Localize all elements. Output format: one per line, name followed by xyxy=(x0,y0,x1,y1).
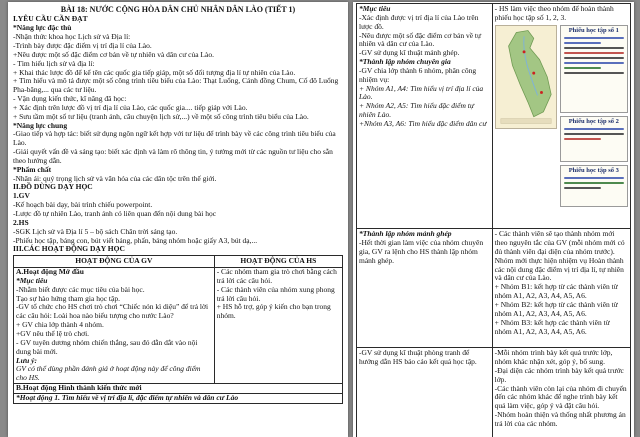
placeholder-text-line xyxy=(564,42,601,44)
gv-cell-jigsaw-groups xyxy=(357,229,493,348)
text-line: *Năng lực đặc thù xyxy=(13,23,72,33)
text-line: -Nhân ái: quý trọng lịch sử và văn hóa của các dân tộc trên thế giới. xyxy=(13,173,217,183)
text-line: B.Hoạt động Hình thành kiến thức mới xyxy=(16,383,142,393)
text-line: -Giao tiếp và hợp tác: biết sử dụng ngôn ngữ kết hợp với tư liệu để trình bày về các công trình tiêu biểu của Lào. xyxy=(13,129,336,148)
worksheet-card xyxy=(560,116,628,162)
text-line: - Các thành viên của nhóm xung phong trả lời câu hỏi. xyxy=(216,284,335,303)
text-line: +GV nêu thể lệ trò chơi. xyxy=(16,328,90,338)
text-line: + Nhóm A2, A5: Tìm hiểu đặc điểm tự nhiên Lào. xyxy=(359,101,474,120)
placeholder-text-line xyxy=(564,138,601,140)
worksheet-card-title: Phiếu học tập số 1 xyxy=(568,26,619,34)
placeholder-text-line xyxy=(564,67,601,69)
hs-cell-worksheets xyxy=(492,4,630,229)
table-row xyxy=(357,348,631,437)
table-row xyxy=(357,229,631,348)
placeholder-text-line xyxy=(564,47,624,49)
text-line: *Phẩm chất xyxy=(13,164,52,174)
text-line: - Các thành viên sẽ tạo thành nhóm mới theo nguyên tắc của GV (mỗi nhóm mới có đủ thành viên đại diện của nhóm trước). Nhóm mới thực hiện nhiệm vụ Hoàn thành các nội dung đặc điểm vị trí địa lí, tự nhiên và dân cư của Lào. xyxy=(494,229,625,283)
activity-1-heading-cell xyxy=(14,393,343,403)
text-line: + Sưu tầm một số tư liệu (tranh ảnh, câu chuyện lịch sử,...) về một số công trình tiêu biểu của Lào. xyxy=(13,111,309,121)
text-line: -Đại diện các nhóm trình bày kết quả trước lớp. xyxy=(494,365,624,384)
placeholder-text-line xyxy=(564,133,624,135)
worksheet-card-title: Phiếu học tập số 3 xyxy=(568,166,619,174)
page1-body xyxy=(13,15,343,254)
text-line: -Trình bày được đặc điểm vị trí địa lí của Lào. xyxy=(13,40,152,50)
text-line: +Nêu được một số đặc điểm cơ bản về tự nhiên và dân cư của Lào. xyxy=(13,49,214,59)
hs-cell-gallery-walk xyxy=(492,348,630,437)
placeholder-text-line xyxy=(564,57,624,59)
text-line: -Kế hoạch bài dạy, bài trình chiếu powerpoint. xyxy=(13,200,153,210)
text-line: 1.GV xyxy=(13,191,30,201)
text-line: + Nhóm A1, A4: Tìm hiểu vị trí địa lí của Lào. xyxy=(359,83,484,102)
text-line: + GV chia lớp thành 4 nhóm. xyxy=(16,320,104,330)
text-line: -SGK Lịch sử và Địa lí 5 – bộ sách Chân trời sáng tạo. xyxy=(13,226,178,236)
text-line: + Nhóm B2: kết hợp từ các thành viên từ nhóm A1, A2, A3, A4, A5, A6. xyxy=(494,299,618,318)
text-line: I.YÊU CẦU CẦN ĐẠT xyxy=(13,14,88,24)
placeholder-text-line xyxy=(564,128,624,130)
text-line: -Nhóm hoàn thiện và thống nhất phương án trả lời của các nhóm. xyxy=(494,410,626,428)
text-line: + Nhóm B3: kết hợp các thành viên từ nhóm A1, A2, A3, A4, A5, A6. xyxy=(494,317,610,336)
worksheet-card xyxy=(560,165,628,207)
hs-cell-activity-a xyxy=(214,268,342,384)
table-row xyxy=(14,393,343,403)
text-line: *Mục tiêu xyxy=(359,4,391,13)
text-line: + Nhóm B1: kết hợp từ các thành viên từ nhóm A1, A2, A3, A4, A5, A6. xyxy=(494,282,618,301)
text-line: -Xác định được vị trí địa lí của Lào trên lược đồ. xyxy=(359,12,479,31)
placeholder-text-line xyxy=(564,177,624,179)
text-line: -GV sử dụng kĩ thuật mảnh ghép. xyxy=(359,48,460,58)
text-line: -Nêu được một số đặc điểm cơ bản về tự nhiên và dân cư của Lào. xyxy=(359,30,482,49)
page-2 xyxy=(353,2,634,437)
text-line: -GV sử dụng kĩ thuật phòng tranh để hướng dẫn HS báo cáo kết quả học tập. xyxy=(359,348,477,367)
text-line: + Xác định trên lược đồ vị trí địa lí của Lào, các quốc gia.... tiếp giáp với Lào. xyxy=(13,102,248,112)
worksheet-cards xyxy=(560,25,628,207)
text-line: -Lược đồ tự nhiên Lào, tranh ảnh có liên quan đến nội dung bài học xyxy=(13,209,217,218)
text-line: -GV chia lớp thành 6 nhóm, phân công nhiệm vụ: xyxy=(359,65,477,84)
hs-cell-jigsaw-groups xyxy=(492,229,630,348)
laos-map xyxy=(495,25,557,129)
gv-cell-gallery-walk xyxy=(357,348,493,437)
text-line: Tạo sự hào hứng tham gia học tập. xyxy=(16,293,120,303)
text-line: *Năng lực chung xyxy=(13,120,68,130)
activity-table-page2 xyxy=(356,3,631,437)
text-line: + Tìm hiểu và mô tả được một số công trình tiêu biểu của Lào: Thạt Luổng, Cánh đồng Chum, Cố đô Luổng Pha-băng,... qua các tư liệu. xyxy=(13,76,339,95)
text-line: II.ĐỒ DÙNG DẠY HỌC xyxy=(13,182,93,192)
page-1 xyxy=(8,2,348,437)
text-line: + Khai thác lược đồ để kể tên các quốc gia tiếp giáp, một số đối tượng địa lí tự nhiên của Lào. xyxy=(13,67,296,77)
text-line: - Các nhóm tham gia trò chơi bằng cách trả lời các câu hỏi. xyxy=(216,267,337,285)
text-line: *Thành lập nhóm mảnh ghép xyxy=(359,229,452,239)
text-line: -Giải quyết vấn đề và sáng tạo: biết xác định và làm rõ thông tin, ý tưởng mới từ các nguồn tư liệu cho sẵn theo hướng dẫn. xyxy=(13,147,333,165)
placeholder-text-line xyxy=(564,182,624,184)
text-line: + HS hỗ trợ, góp ý kiến cho bạn trong nhóm. xyxy=(216,302,331,321)
placeholder-text-line xyxy=(564,187,601,189)
placeholder-text-line xyxy=(564,37,624,39)
text-line: - Vận dụng kiến thức, kĩ năng đã học: xyxy=(13,94,127,104)
text-line: Lưu ý: xyxy=(16,355,37,365)
activity-b-heading-cell xyxy=(14,384,343,394)
gv-cell-expert-groups xyxy=(357,4,493,229)
table-row xyxy=(357,4,631,229)
text-line: *Thành lập nhóm chuyên gia xyxy=(359,57,451,67)
placeholder-text-line xyxy=(564,62,624,64)
text-line: -Phiếu học tập, bảng con, bút viết bảng, phấn, bảng nhóm hoặc giấy A3, bút dạ,... xyxy=(13,235,258,245)
text-line: III.CÁC HOẠT ĐỘNG DẠY HỌC xyxy=(13,244,125,254)
table-row xyxy=(14,384,343,394)
worksheet-card xyxy=(560,25,628,113)
text-line: -Nhận thức khoa học Lịch sử và Địa lí: xyxy=(13,32,131,42)
text-line: GV có thể dùng phần đánh giá ở hoạt động này để công điểm cho HS. xyxy=(16,364,201,383)
text-line: - HS làm việc theo nhóm để hoàn thành phiếu học tập số 1, 2, 3. xyxy=(494,4,614,22)
placeholder-text-line xyxy=(564,72,624,74)
table-row xyxy=(14,268,343,384)
text-line: - GV tuyên dương nhóm chiến thắng, sau đó dẫn dắt vào nội dung bài mới. xyxy=(16,337,198,356)
worksheet-card-title: Phiếu học tập số 2 xyxy=(568,117,619,125)
hs-worksheet-intro xyxy=(495,5,628,23)
text-line: - Tìm hiểu lịch sử và địa lí: xyxy=(13,58,95,68)
placeholder-text-line xyxy=(564,52,624,54)
text-line: 2.HS xyxy=(13,217,29,227)
table-header-gv: HOẠT ĐỘNG CỦA GV xyxy=(14,256,215,268)
text-line: -Các thành viên còn lại của nhóm đi chuyển đến các nhóm khác để nghe trình bày kết quả làm việc, góp ý và đặt câu hỏi. xyxy=(494,383,627,411)
lesson-title: BÀI 18: NƯỚC CỘNG HÒA DÂN CHỦ NHÂN DÂN LÀO (TIẾT 1) xyxy=(60,5,296,14)
text-line: *Mục tiêu xyxy=(16,275,48,285)
laos-map-figure xyxy=(495,25,628,207)
table-header-hs: HOẠT ĐỘNG CỦA HS xyxy=(214,256,342,268)
map-graphic xyxy=(496,26,556,128)
activity-table-page1 xyxy=(13,255,343,404)
text-line: +Nhóm A3, A6: Tìm hiểu đặc điểm dân cư xyxy=(359,118,487,128)
text-line: -Mỗi nhóm trình bày kết quả trước lớp, nhóm khác nhận xét, góp ý, bổ sung. xyxy=(494,348,613,367)
text-line: -Nhằm biết được các mục tiêu của bài học. xyxy=(16,284,145,294)
text-line: A.Hoạt động Mở đầu xyxy=(16,267,84,277)
gv-cell-activity-a xyxy=(14,268,215,384)
text-line: -GV tổ chức cho HS chơi trò chơi “Chiếc nón kì diệu” để trả lời các câu hỏi: Loài hoa nào biểu tượng cho nước Lào? xyxy=(16,302,209,321)
text-line: *Hoạt động 1. Tìm hiểu về vị trí địa lí, đặc điểm tự nhiên và dân cư Lào xyxy=(16,392,239,402)
text-line: -Hết thời gian làm việc của nhóm chuyên gia, GV ra lệnh cho HS thành lập nhóm mảnh ghép. xyxy=(359,238,484,265)
